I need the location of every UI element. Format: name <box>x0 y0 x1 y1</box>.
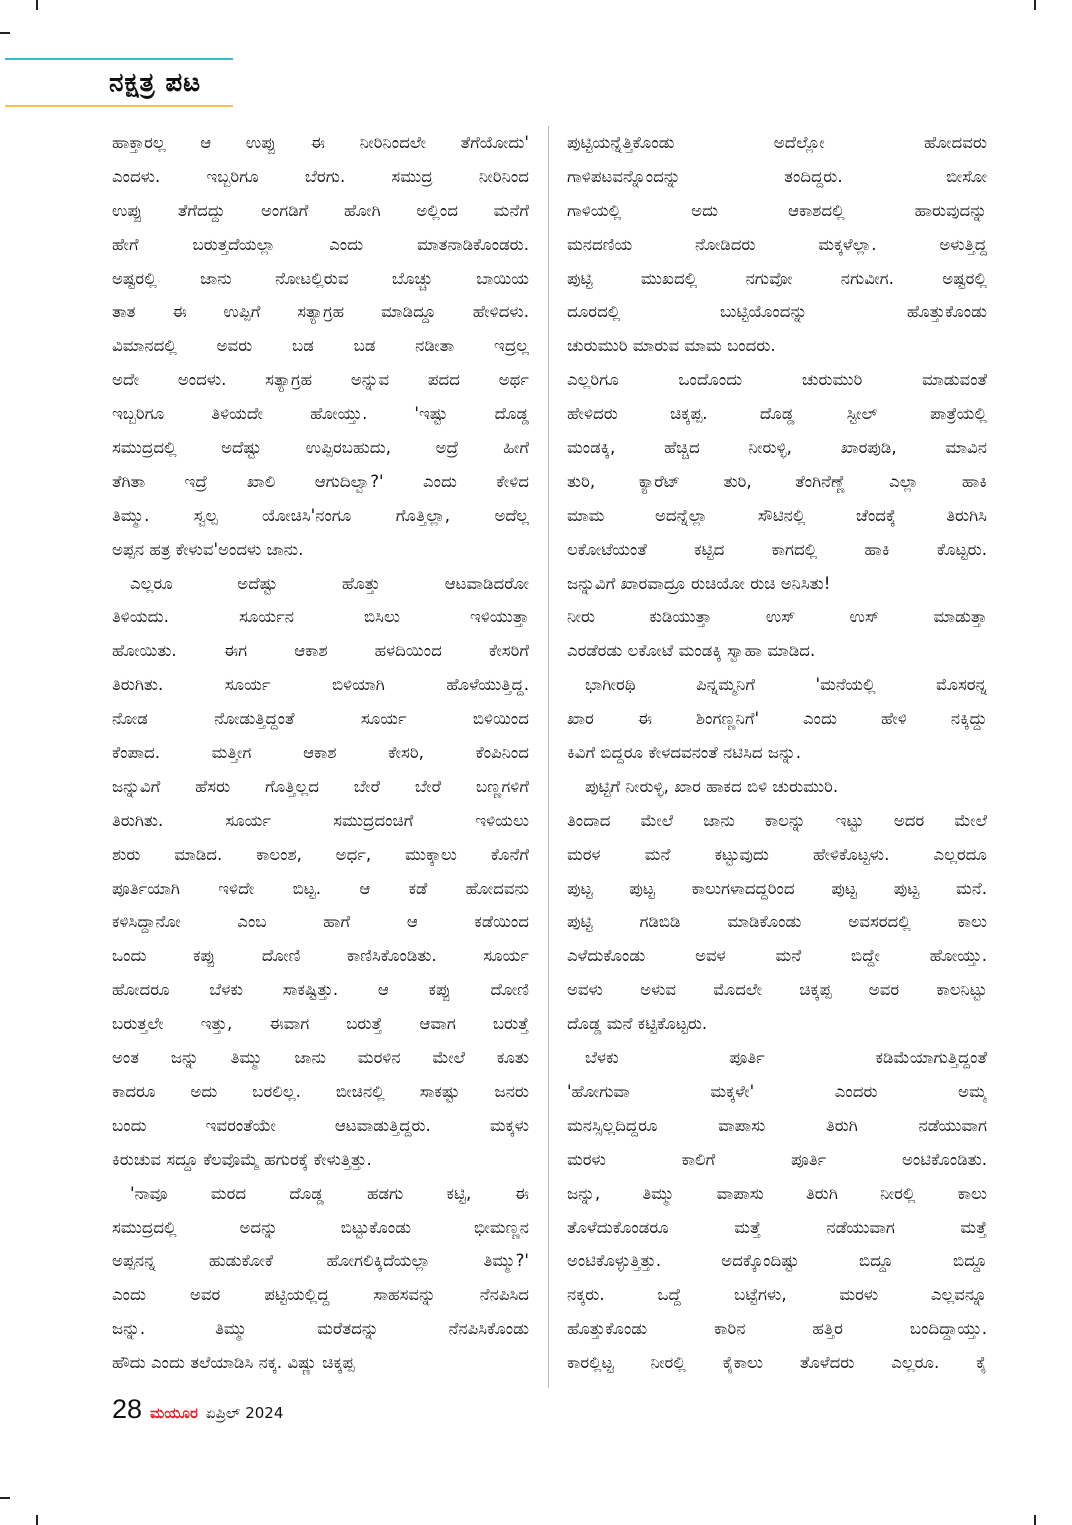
text-line: ಎಲ್ಲರಿಗೂ ಒಂದೊಂದು ಚುರುಮುರಿ ಮಾಡುವಂತೆ <box>567 370 987 390</box>
text-line: ಅಂಟಿಕೊಳ್ಳುತ್ತಿತ್ತು. ಅದಕ್ಕೊಂದಿಷ್ಟು ಬಿದ್ದೂ ಬಿದ್ದೂ <box>567 1251 987 1271</box>
text-line: ಅಪ್ಪನನ್ನ ಹುಡುಕೋಕೆ ಹೋಗಲಿಕ್ಕಿದೆಯಲ್ಲಾ ತಿಮ್ಮು?' <box>112 1251 529 1271</box>
crop-mark <box>0 32 10 34</box>
text-line: ಅವಳು ಅಳುವ ಮೊದಲೇ ಚಿಕ್ಕಪ್ಪ ಅವರ ಕಾಲನಿಟ್ಟು <box>567 980 987 1000</box>
text-line: ಹಾಕ್ತಾರಲ್ಲ ಆ ಉಪ್ಪು ಈ ನೀರಿನಿಂದಲೇ ತೆಗೆಯೋದು' <box>112 133 529 152</box>
text-line: ಹೌದು ಎಂದು ತಲೆಯಾಡಿಸಿ ನಕ್ಕ. ವಿಷ್ಣು ಚಿಕ್ಕಪ್ಪ <box>112 1353 355 1373</box>
text-line: ಪುಟ್ಟ ಪುಟ್ಟ ಕಾಲುಗಳಾದದ್ದರಿಂದ ಪುಟ್ಟ ಪುಟ್ಟ ಮನೆ. <box>567 878 987 898</box>
page-footer <box>112 1394 283 1428</box>
text-line: ಮಂಡಕ್ಕಿ, ಹೆಚ್ಚಿದ ನೀರುಳ್ಳಿ, ಖಾರಪುಡಿ, ಮಾವಿನ <box>567 438 987 458</box>
text-line: ಪುಟ್ಟಿಗೆ ನೀರುಳ್ಳಿ, ಖಾರ ಹಾಕದ ಬಿಳಿ ಚುರುಮುರಿ. <box>585 776 839 796</box>
text-line: ಎಂದಳು. ಇಬ್ಬರಿಗೂ ಬೆರಗು. ಸಮುದ್ರ ನೀರಿನಿಂದ <box>112 166 529 186</box>
text-line: ಹೋಯಿತು. ಈಗ ಆಕಾಶ ಹಳದಿಯಿಂದ ಕೇಸರಿಗೆ <box>112 641 529 661</box>
text-line: ಮರಳು ಕಾಲಿಗೆ ಪೂರ್ತಿ ಅಂಟಿಕೊಂಡಿತು. <box>567 1149 987 1169</box>
text-line: ಬೆಳಕು ಪೂರ್ತಿ ಕಡಿಮೆಯಾಗುತ್ತಿದ್ದಂತೆ <box>585 1048 987 1068</box>
text-line: ಜನ್ನುವಿಗೆ ಖಾರವಾದ್ರೂ ರುಚಿಯೋ ರುಚಿ ಅನಿಸಿತು! <box>567 573 831 593</box>
text-line: ಭಾಗೀರಥಿ ಪಿನ್ನಮ್ಮನಿಗೆ 'ಮನೆಯಲ್ಲಿ ಮೊಸರನ್ನ <box>585 675 987 695</box>
text-line: ಕಿವಿಗೆ ಬಿದ್ದರೂ ಕೇಳದವನಂತೆ ನಟಿಸಿದ ಜನ್ನು. <box>567 743 802 763</box>
text-line: ಎಳೆದುಕೊಂಡು ಅವಳ ಮನೆ ಬಿದ್ದೇ ಹೋಯ್ತು. <box>567 946 987 966</box>
magazine-name: ಮಯೂರ <box>150 1404 198 1422</box>
text-line: ಸಮುದ್ರದಲ್ಲಿ ಅದನ್ನು ಬಿಟ್ಟುಕೊಂಡು ಭೀಮಣ್ಣನ <box>112 1217 529 1237</box>
text-line: ಗಾಳಿಯಲ್ಲಿ ಅದು ಆಕಾಶದಲ್ಲಿ ಹಾರುವುದನ್ನು <box>567 200 987 220</box>
text-line: ಲಕೋಟೆಯಂತೆ ಕಟ್ಟಿದ ಕಾಗದಲ್ಲಿ ಹಾಕಿ ಕೊಟ್ಟರು. <box>567 539 987 559</box>
text-line: ಅದೇ ಅಂದಳು. ಸತ್ಯಾಗ್ರಹ ಅನ್ನುವ ಪದದ ಅರ್ಥ <box>112 370 529 390</box>
crop-mark <box>1034 1515 1036 1525</box>
text-line: ಇಬ್ಬರಿಗೂ ತಿಳಿಯದೇ ಹೋಯ್ತು. 'ಇಷ್ಟು ದೊಡ್ಡ <box>112 404 529 424</box>
text-line: ತೊಳೆದುಕೊಂಡರೂ ಮತ್ತೆ ನಡೆಯುವಾಗ ಮತ್ತೆ <box>567 1217 987 1237</box>
left-column <box>112 126 529 1380</box>
text-line: ತೆಗಿತಾ ಇದ್ರೆ ಖಾಲಿ ಆಗುದಿಲ್ವಾ?' ಎಂದು ಕೇಳಿದ <box>112 471 529 491</box>
text-line: ಬಂದು ಇವರಂತೆಯೇ ಆಟವಾಡುತ್ತಿದ್ದರು. ಮಕ್ಕಳು <box>112 1115 529 1135</box>
text-line: ನಕ್ಕರು. ಒದ್ದೆ ಬಟ್ಟೆಗಳು, ಮರಳು ಎಲ್ಲವನ್ನೂ <box>567 1285 987 1305</box>
text-line: ಹೇಗೆ ಬರುತ್ತದೆಯಲ್ಲಾ ಎಂದು ಮಾತನಾಡಿಕೊಂಡರು. <box>112 234 529 254</box>
text-line: ತಾತ ಈ ಉಪ್ಪಿಗೆ ಸತ್ಯಾಗ್ರಹ ಮಾಡಿದ್ದೂ ಹೇಳಿದಳು. <box>112 302 529 322</box>
text-line: ಮನಸ್ಸಿಲ್ಲದಿದ್ದರೂ ವಾಪಾಸು ತಿರುಗಿ ನಡೆಯುವಾಗ <box>567 1115 987 1135</box>
column-divider <box>548 126 549 1388</box>
text-line: ಜನ್ನು. ತಿಮ್ಮು ಮರೆತದನ್ನು ನೆನಪಿಸಿಕೊಂಡು <box>112 1319 529 1339</box>
crop-mark <box>36 0 38 10</box>
text-line: ಅಪ್ಪನ ಹತ್ರ ಕೇಳುವ'ಅಂದಳು ಜಾನು. <box>112 539 304 559</box>
text-line: ದೊಡ್ಡ ಮನೆ ಕಟ್ಟಿಕೊಟ್ಟರು. <box>567 1014 708 1034</box>
page-number: 28 <box>112 1394 143 1424</box>
text-line: ಕಾರಲ್ಲಿಟ್ಟ ನೀರಲ್ಲಿ ಕೈಕಾಲು ತೊಳೆದರು ಎಲ್ಲರೂ. ಕೈ <box>567 1353 987 1373</box>
header-rule-top <box>5 58 233 60</box>
text-line: ಉಪ್ಪು ತೆಗೆದದ್ದು ಅಂಗಡಿಗೆ ಹೋಗಿ ಅಲ್ಲಿಂದ ಮನೆಗೆ <box>112 200 529 220</box>
text-line: ಮರಳ ಮನೆ ಕಟ್ಟುವುದು ಹೇಳಿಕೊಟ್ಟಳು. ಎಲ್ಲರದೂ <box>567 844 987 864</box>
section-title: ನಕ್ಷತ್ರ ಪಟ <box>109 68 202 98</box>
text-line: ಎರಡೆರಡು ಲಕೋಟೆ ಮಂಡಕ್ಕಿ ಸ್ವಾಹಾ ಮಾಡಿದ. <box>567 641 816 661</box>
text-line: ಪುಟ್ಟಿಯನ್ನೆತ್ತಿಕೊಂಡು ಅದೆಲ್ಲೋ ಹೋದವರು <box>567 133 987 152</box>
text-line: ಕೆಂಪಾದ. ಮತ್ತೀಗ ಆಕಾಶ ಕೇಸರಿ, ಕೆಂಪಿನಿಂದ <box>112 743 529 763</box>
text-line: ಕಿರುಚುವ ಸದ್ದೂ ಕೆಲವೊಮ್ಮೆ ಹಗುರಕ್ಕೆ ಕೇಳುತ್ತಿತ್ತು. <box>112 1149 372 1169</box>
text-line: ಹೊತ್ತುಕೊಂಡು ಕಾರಿನ ಹತ್ತಿರ ಬಂದಿದ್ದಾಯ್ತು. <box>567 1319 987 1339</box>
text-line: ತಿರುಗಿತು. ಸೂರ್ಯ ಸಮುದ್ರದಂಚಿಗೆ ಇಳಿಯಲು <box>112 810 529 830</box>
header-rule-bottom <box>5 105 233 107</box>
text-line: ವಿಮಾನದಲ್ಲಿ ಅವರು ಬಡ ಬಡ ನಡೀತಾ ಇದ್ರಲ್ಲ <box>112 336 529 356</box>
text-line: ನೋಡ ನೋಡುತ್ತಿದ್ದಂತೆ ಸೂರ್ಯ ಬಿಳಿಯಿಂದ <box>112 709 529 729</box>
text-line: ಪೂರ್ತಿಯಾಗಿ ಇಳಿದೇ ಬಿಟ್ಟ. ಆ ಕಡೆ ಹೋದವನು <box>112 878 529 898</box>
text-line: ಪುಟ್ಟಿ ಮುಖದಲ್ಲಿ ನಗುವೋ ನಗುವೀಗ. ಅಷ್ಟರಲ್ಲಿ <box>567 268 987 288</box>
text-line: ಮಾಮ ಅದನ್ನೆಲ್ಲಾ ಸೌಟಿನಲ್ಲಿ ಚೆಂದಕ್ಕೆ ತಿರುಗಿಸಿ <box>567 505 987 525</box>
text-line: ಅಂತ ಜನ್ನು ತಿಮ್ಮು ಜಾನು ಮರಳಿನ ಮೇಲೆ ಕೂತು <box>112 1048 529 1068</box>
text-line: ಮನದಣಿಯ ನೋಡಿದರು ಮಕ್ಕಳೆಲ್ಲಾ. ಅಳುತ್ತಿದ್ದ <box>567 234 987 254</box>
text-line: ಒಂದು ಕಪ್ಪು ದೋಣಿ ಕಾಣಿಸಿಕೊಂಡಿತು. ಸೂರ್ಯ <box>112 946 529 966</box>
text-line: ಹೇಳಿದರು ಚಿಕ್ಕಪ್ಪ. ದೊಡ್ಡ ಸ್ಟೀಲ್ ಪಾತ್ರೆಯಲ್ಲಿ <box>567 404 987 424</box>
text-line: ಕಾದರೂ ಅದು ಬರಲಿಲ್ಲ. ಬೀಚಿನಲ್ಲಿ ಸಾಕಷ್ಟು ಜನರು <box>112 1081 529 1101</box>
text-line: ಎಂದು ಅವರ ಪಟ್ಟಿಯಲ್ಲಿದ್ದ ಸಾಹಸವನ್ನು ನೆನಪಿಸಿದ <box>112 1285 529 1305</box>
text-line: ಚುರುಮುರಿ ಮಾರುವ ಮಾಮ ಬಂದರು. <box>567 336 776 356</box>
text-line: ಖಾರ ಈ ಶಿಂಗಣ್ಣನಿಗೆ' ಎಂದು ಹೇಳಿ ನಕ್ಕಿದ್ದು <box>567 709 987 729</box>
text-line: ಎಲ್ಲರೂ ಅದೆಷ್ಟು ಹೊತ್ತು ಆಟವಾಡಿದರೋ <box>130 573 529 593</box>
section-header <box>5 58 233 108</box>
text-line: 'ನಾವೂ ಮರದ ದೊಡ್ಡ ಹಡಗು ಕಟ್ಟಿ, ಈ <box>130 1183 529 1203</box>
text-line: ತಿರುಗಿತು. ಸೂರ್ಯ ಬಿಳಿಯಾಗಿ ಹೊಳೆಯುತ್ತಿದ್ದ. <box>112 675 529 695</box>
text-line: ಹೋದರೂ ಬೆಳಕು ಸಾಕಷ್ಟಿತ್ತು. ಆ ಕಪ್ಪು ದೋಣಿ <box>112 980 529 1000</box>
text-line: ತುರಿ, ಕ್ಯಾರೆಟ್ ತುರಿ, ತೆಂಗಿನೆಣ್ಣೆ ಎಲ್ಲಾ ಹಾಕಿ <box>567 471 987 491</box>
text-line: ಶುರು ಮಾಡಿದ. ಕಾಲಂಶ, ಅರ್ಧ, ಮುಕ್ಕಾಲು ಕೊನೆಗೆ <box>112 844 529 864</box>
text-line: ಪುಟ್ಟಿ ಗಡಿಬಿಡಿ ಮಾಡಿಕೊಂಡು ಅವಸರದಲ್ಲಿ ಕಾಲು <box>567 912 987 932</box>
text-line: ನೀರು ಕುಡಿಯುತ್ತಾ ಉಸ್ ಉಸ್ ಮಾಡುತ್ತಾ <box>567 607 987 627</box>
text-line: ತಿಂದಾದ ಮೇಲೆ ಜಾನು ಕಾಲನ್ನು ಇಟ್ಟು ಅದರ ಮೇಲೆ <box>567 810 987 830</box>
text-line: ಕಳಿಸಿದ್ದಾನೋ ಎಂಬ ಹಾಗೆ ಆ ಕಡೆಯಿಂದ <box>112 912 529 932</box>
text-line: ದೂರದಲ್ಲಿ ಬುಟ್ಟಿಯೊಂದನ್ನು ಹೊತ್ತುಕೊಂಡು <box>567 302 987 322</box>
crop-mark <box>0 1497 10 1499</box>
text-line: ತಿಳಿಯದು. ಸೂರ್ಯನ ಬಿಸಿಲು ಇಳಿಯುತ್ತಾ <box>112 607 529 627</box>
crop-mark <box>36 1515 38 1525</box>
text-line: ಜನ್ನುವಿಗೆ ಹೆಸರು ಗೊತ್ತಿಲ್ಲದ ಬೇರೆ ಬೇರೆ ಬಣ್ಣಗಳಿಗೆ <box>112 776 529 796</box>
text-line: ಗಾಳಿಪಟವನ್ನೊಂದನ್ನು ತಂದಿದ್ದರು. ಬೀಸೋ <box>567 166 987 186</box>
issue-date: ಏಪ್ರಿಲ್ 2024 <box>205 1404 284 1422</box>
text-line: 'ಹೋಗುವಾ ಮಕ್ಕಳೇ' ಎಂದರು ಅಮ್ಮ <box>567 1081 987 1101</box>
text-line: ಅಷ್ಟರಲ್ಲಿ ಜಾನು ನೋಟಲ್ಲಿರುವ ಬೊಚ್ಚು ಬಾಯಿಯ <box>112 268 529 288</box>
text-line: ತಿಮ್ಮು. ಸ್ವಲ್ಪ ಯೋಚಿಸಿ'ನಂಗೂ ಗೊತ್ತಿಲ್ಲಾ, ಅದೆಲ್ಲ <box>112 505 529 525</box>
text-line: ಸಮುದ್ರದಲ್ಲಿ ಅದೆಷ್ಟು ಉಪ್ಪಿರಬಹುದು, ಅದ್ರೆ ಹೀಗೆ <box>112 438 529 458</box>
text-line: ಬರುತ್ತಲೇ ಇತ್ತು, ಈವಾಗ ಬರುತ್ತೆ ಆವಾಗ ಬರುತ್ತೆ <box>112 1014 529 1034</box>
crop-mark <box>1034 0 1036 10</box>
text-line: ಜನ್ನು, ತಿಮ್ಮು ವಾಪಾಸು ತಿರುಗಿ ನೀರಲ್ಲಿ ಕಾಲು <box>567 1183 987 1203</box>
right-column <box>567 126 987 1380</box>
